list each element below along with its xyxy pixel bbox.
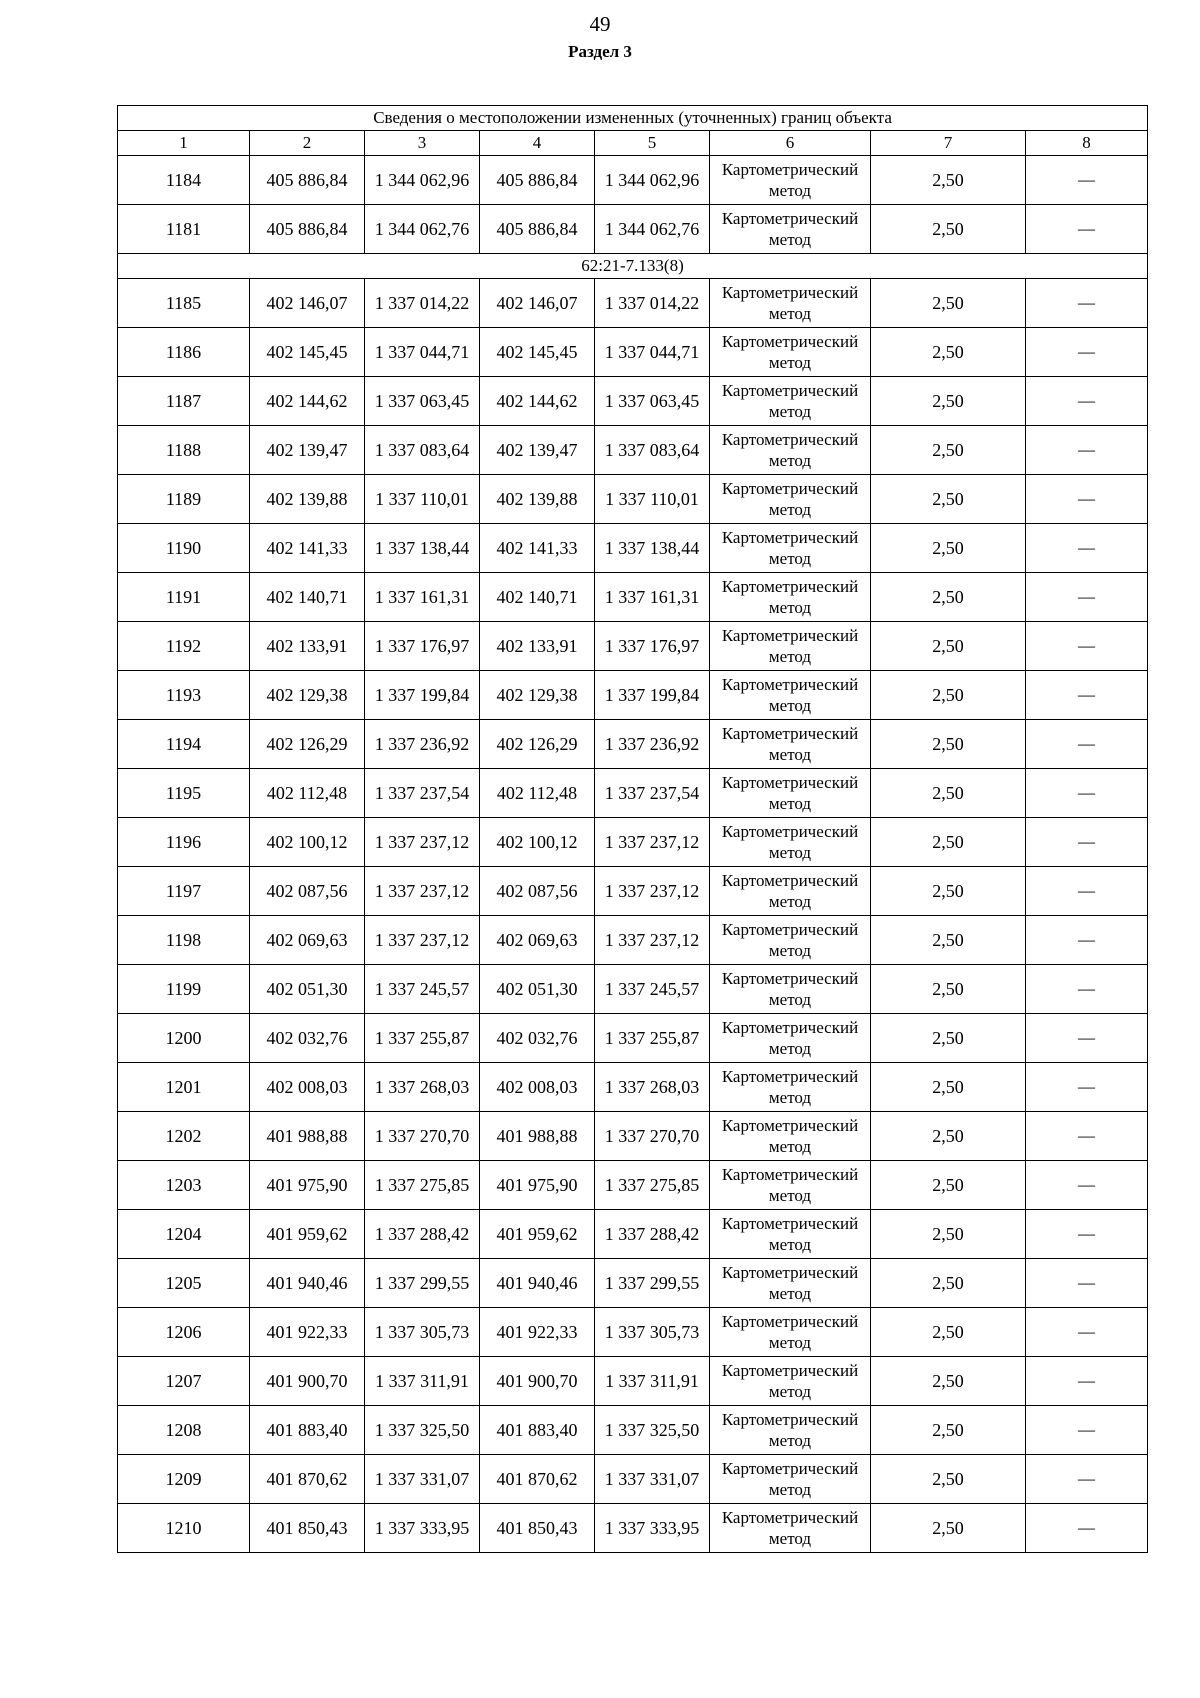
x-old-cell: 401 988,88 (250, 1112, 365, 1161)
precision-cell: 2,50 (871, 1063, 1026, 1112)
note-cell: — (1026, 1259, 1148, 1308)
table-row (118, 156, 1148, 205)
x-old-cell: 401 922,33 (250, 1308, 365, 1357)
x-old-cell: 401 850,43 (250, 1504, 365, 1553)
method-cell: Картометрический метод (710, 205, 871, 254)
precision-cell: 2,50 (871, 279, 1026, 328)
y-new-cell: 1 337 110,01 (595, 475, 710, 524)
x-old-cell: 402 141,33 (250, 524, 365, 573)
note-cell: — (1026, 1161, 1148, 1210)
x-new-cell: 401 870,62 (480, 1455, 595, 1504)
x-old-cell: 402 100,12 (250, 818, 365, 867)
precision-cell: 2,50 (871, 377, 1026, 426)
table-row (118, 916, 1148, 965)
note-cell: — (1026, 1063, 1148, 1112)
column-header: 4 (480, 131, 595, 156)
note-cell: — (1026, 328, 1148, 377)
x-new-cell: 401 940,46 (480, 1259, 595, 1308)
x-old-cell: 405 886,84 (250, 156, 365, 205)
point-number-cell: 1192 (118, 622, 250, 671)
precision-cell: 2,50 (871, 1210, 1026, 1259)
method-cell: Картометрический метод (710, 1357, 871, 1406)
y-old-cell: 1 337 237,12 (365, 867, 480, 916)
precision-cell: 2,50 (871, 205, 1026, 254)
y-new-cell: 1 337 245,57 (595, 965, 710, 1014)
method-cell: Картометрический метод (710, 622, 871, 671)
note-cell: — (1026, 205, 1148, 254)
point-number-cell: 1185 (118, 279, 250, 328)
precision-cell: 2,50 (871, 769, 1026, 818)
x-new-cell: 402 139,47 (480, 426, 595, 475)
x-new-cell: 405 886,84 (480, 205, 595, 254)
y-new-cell: 1 337 236,92 (595, 720, 710, 769)
point-number-cell: 1210 (118, 1504, 250, 1553)
y-old-cell: 1 337 331,07 (365, 1455, 480, 1504)
x-old-cell: 402 112,48 (250, 769, 365, 818)
y-new-cell: 1 337 288,42 (595, 1210, 710, 1259)
y-old-cell: 1 337 275,85 (365, 1161, 480, 1210)
y-old-cell: 1 337 311,91 (365, 1357, 480, 1406)
page-number: 49 (589, 12, 611, 36)
point-number-cell: 1191 (118, 573, 250, 622)
column-header: 8 (1026, 131, 1148, 156)
point-number-cell: 1188 (118, 426, 250, 475)
y-old-cell: 1 337 255,87 (365, 1014, 480, 1063)
x-old-cell: 401 900,70 (250, 1357, 365, 1406)
point-number-cell: 1187 (118, 377, 250, 426)
x-old-cell: 401 940,46 (250, 1259, 365, 1308)
precision-cell: 2,50 (871, 426, 1026, 475)
x-old-cell: 402 032,76 (250, 1014, 365, 1063)
table-row (118, 205, 1148, 254)
y-new-cell: 1 344 062,76 (595, 205, 710, 254)
method-cell: Картометрический метод (710, 867, 871, 916)
table-row (118, 426, 1148, 475)
table-row (118, 328, 1148, 377)
table-row (118, 377, 1148, 426)
point-number-cell: 1196 (118, 818, 250, 867)
method-cell: Картометрический метод (710, 1504, 871, 1553)
method-cell: Картометрический метод (710, 1014, 871, 1063)
point-number-cell: 1186 (118, 328, 250, 377)
y-new-cell: 1 337 325,50 (595, 1406, 710, 1455)
table-row (118, 1308, 1148, 1357)
x-new-cell: 402 129,38 (480, 671, 595, 720)
y-old-cell: 1 337 236,92 (365, 720, 480, 769)
method-cell: Картометрический метод (710, 156, 871, 205)
y-new-cell: 1 337 275,85 (595, 1161, 710, 1210)
note-cell: — (1026, 769, 1148, 818)
x-new-cell: 402 133,91 (480, 622, 595, 671)
method-cell: Картометрический метод (710, 1259, 871, 1308)
table-caption: Сведения о местоположении измененных (уточненных) границ объекта (118, 106, 1148, 131)
y-new-cell: 1 337 083,64 (595, 426, 710, 475)
y-old-cell: 1 337 044,71 (365, 328, 480, 377)
precision-cell: 2,50 (871, 1455, 1026, 1504)
x-old-cell: 405 886,84 (250, 205, 365, 254)
x-old-cell: 402 139,47 (250, 426, 365, 475)
y-old-cell: 1 337 199,84 (365, 671, 480, 720)
precision-cell: 2,50 (871, 475, 1026, 524)
x-old-cell: 401 870,62 (250, 1455, 365, 1504)
x-new-cell: 402 100,12 (480, 818, 595, 867)
column-header: 5 (595, 131, 710, 156)
note-cell: — (1026, 818, 1148, 867)
note-cell: — (1026, 524, 1148, 573)
table-row (118, 1504, 1148, 1553)
precision-cell: 2,50 (871, 1406, 1026, 1455)
x-new-cell: 401 850,43 (480, 1504, 595, 1553)
column-header: 2 (250, 131, 365, 156)
point-number-cell: 1201 (118, 1063, 250, 1112)
precision-cell: 2,50 (871, 1308, 1026, 1357)
table-row (118, 573, 1148, 622)
y-new-cell: 1 337 199,84 (595, 671, 710, 720)
column-header: 6 (710, 131, 871, 156)
table-row (118, 1112, 1148, 1161)
x-new-cell: 402 141,33 (480, 524, 595, 573)
y-old-cell: 1 337 325,50 (365, 1406, 480, 1455)
table-row (118, 818, 1148, 867)
x-old-cell: 402 140,71 (250, 573, 365, 622)
note-cell: — (1026, 279, 1148, 328)
x-old-cell: 402 051,30 (250, 965, 365, 1014)
y-old-cell: 1 337 299,55 (365, 1259, 480, 1308)
precision-cell: 2,50 (871, 1161, 1026, 1210)
table-row (118, 720, 1148, 769)
y-old-cell: 1 337 237,12 (365, 916, 480, 965)
table-row (118, 769, 1148, 818)
table-row (118, 1063, 1148, 1112)
y-new-cell: 1 337 063,45 (595, 377, 710, 426)
group-row (118, 254, 1148, 279)
precision-cell: 2,50 (871, 573, 1026, 622)
method-cell: Картометрический метод (710, 769, 871, 818)
y-old-cell: 1 337 161,31 (365, 573, 480, 622)
x-new-cell: 402 140,71 (480, 573, 595, 622)
y-old-cell: 1 344 062,96 (365, 156, 480, 205)
note-cell: — (1026, 475, 1148, 524)
note-cell: — (1026, 867, 1148, 916)
note-cell: — (1026, 965, 1148, 1014)
x-new-cell: 402 069,63 (480, 916, 595, 965)
x-new-cell: 401 883,40 (480, 1406, 595, 1455)
note-cell: — (1026, 1308, 1148, 1357)
x-new-cell: 402 032,76 (480, 1014, 595, 1063)
point-number-cell: 1193 (118, 671, 250, 720)
note-cell: — (1026, 1504, 1148, 1553)
point-number-cell: 1184 (118, 156, 250, 205)
x-new-cell: 402 126,29 (480, 720, 595, 769)
table-row (118, 622, 1148, 671)
method-cell: Картометрический метод (710, 328, 871, 377)
y-old-cell: 1 337 237,54 (365, 769, 480, 818)
point-number-cell: 1206 (118, 1308, 250, 1357)
precision-cell: 2,50 (871, 156, 1026, 205)
y-new-cell: 1 337 299,55 (595, 1259, 710, 1308)
section-title: Раздел 3 (568, 42, 632, 61)
coordinates-table (117, 105, 1148, 1553)
method-cell: Картометрический метод (710, 1406, 871, 1455)
method-cell: Картометрический метод (710, 1161, 871, 1210)
group-label: 62:21-7.133(8) (118, 254, 1148, 279)
method-cell: Картометрический метод (710, 671, 871, 720)
precision-cell: 2,50 (871, 818, 1026, 867)
precision-cell: 2,50 (871, 1504, 1026, 1553)
point-number-cell: 1202 (118, 1112, 250, 1161)
y-old-cell: 1 337 176,97 (365, 622, 480, 671)
point-number-cell: 1209 (118, 1455, 250, 1504)
precision-cell: 2,50 (871, 1357, 1026, 1406)
column-header: 3 (365, 131, 480, 156)
x-old-cell: 402 069,63 (250, 916, 365, 965)
x-old-cell: 402 133,91 (250, 622, 365, 671)
table-row (118, 965, 1148, 1014)
table-row (118, 1014, 1148, 1063)
method-cell: Картометрический метод (710, 916, 871, 965)
point-number-cell: 1194 (118, 720, 250, 769)
precision-cell: 2,50 (871, 328, 1026, 377)
table-row (118, 1259, 1148, 1308)
x-new-cell: 401 988,88 (480, 1112, 595, 1161)
y-old-cell: 1 344 062,76 (365, 205, 480, 254)
y-old-cell: 1 337 305,73 (365, 1308, 480, 1357)
x-new-cell: 402 112,48 (480, 769, 595, 818)
y-new-cell: 1 344 062,96 (595, 156, 710, 205)
method-cell: Картометрический метод (710, 1210, 871, 1259)
x-new-cell: 401 959,62 (480, 1210, 595, 1259)
y-new-cell: 1 337 138,44 (595, 524, 710, 573)
note-cell: — (1026, 622, 1148, 671)
table-row (118, 1161, 1148, 1210)
y-new-cell: 1 337 305,73 (595, 1308, 710, 1357)
table-row (118, 1406, 1148, 1455)
y-new-cell: 1 337 331,07 (595, 1455, 710, 1504)
table-body (118, 156, 1148, 1553)
note-cell: — (1026, 671, 1148, 720)
y-old-cell: 1 337 268,03 (365, 1063, 480, 1112)
x-old-cell: 401 975,90 (250, 1161, 365, 1210)
y-new-cell: 1 337 237,12 (595, 916, 710, 965)
precision-cell: 2,50 (871, 1259, 1026, 1308)
method-cell: Картометрический метод (710, 720, 871, 769)
x-old-cell: 402 146,07 (250, 279, 365, 328)
y-old-cell: 1 337 138,44 (365, 524, 480, 573)
table-row (118, 279, 1148, 328)
x-new-cell: 402 008,03 (480, 1063, 595, 1112)
note-cell: — (1026, 1112, 1148, 1161)
y-old-cell: 1 337 270,70 (365, 1112, 480, 1161)
method-cell: Картометрический метод (710, 377, 871, 426)
column-header: 1 (118, 131, 250, 156)
method-cell: Картометрический метод (710, 475, 871, 524)
point-number-cell: 1195 (118, 769, 250, 818)
method-cell: Картометрический метод (710, 1455, 871, 1504)
precision-cell: 2,50 (871, 622, 1026, 671)
y-old-cell: 1 337 014,22 (365, 279, 480, 328)
method-cell: Картометрический метод (710, 965, 871, 1014)
y-new-cell: 1 337 237,54 (595, 769, 710, 818)
x-new-cell: 402 087,56 (480, 867, 595, 916)
note-cell: — (1026, 573, 1148, 622)
note-cell: — (1026, 1210, 1148, 1259)
table-row (118, 475, 1148, 524)
y-new-cell: 1 337 044,71 (595, 328, 710, 377)
x-old-cell: 402 144,62 (250, 377, 365, 426)
method-cell: Картометрический метод (710, 573, 871, 622)
column-header: 7 (871, 131, 1026, 156)
method-cell: Картометрический метод (710, 1112, 871, 1161)
precision-cell: 2,50 (871, 916, 1026, 965)
y-new-cell: 1 337 333,95 (595, 1504, 710, 1553)
method-cell: Картометрический метод (710, 279, 871, 328)
note-cell: — (1026, 156, 1148, 205)
y-new-cell: 1 337 237,12 (595, 818, 710, 867)
x-old-cell: 402 129,38 (250, 671, 365, 720)
method-cell: Картометрический метод (710, 818, 871, 867)
note-cell: — (1026, 426, 1148, 475)
x-old-cell: 401 883,40 (250, 1406, 365, 1455)
point-number-cell: 1205 (118, 1259, 250, 1308)
table-row (118, 671, 1148, 720)
note-cell: — (1026, 1357, 1148, 1406)
y-new-cell: 1 337 014,22 (595, 279, 710, 328)
precision-cell: 2,50 (871, 720, 1026, 769)
x-new-cell: 402 146,07 (480, 279, 595, 328)
precision-cell: 2,50 (871, 1112, 1026, 1161)
precision-cell: 2,50 (871, 965, 1026, 1014)
point-number-cell: 1199 (118, 965, 250, 1014)
x-new-cell: 401 900,70 (480, 1357, 595, 1406)
point-number-cell: 1208 (118, 1406, 250, 1455)
y-new-cell: 1 337 255,87 (595, 1014, 710, 1063)
table-row (118, 1210, 1148, 1259)
y-old-cell: 1 337 110,01 (365, 475, 480, 524)
y-old-cell: 1 337 288,42 (365, 1210, 480, 1259)
table-row (118, 867, 1148, 916)
note-cell: — (1026, 916, 1148, 965)
precision-cell: 2,50 (871, 671, 1026, 720)
point-number-cell: 1197 (118, 867, 250, 916)
y-new-cell: 1 337 311,91 (595, 1357, 710, 1406)
y-old-cell: 1 337 063,45 (365, 377, 480, 426)
x-new-cell: 402 139,88 (480, 475, 595, 524)
point-number-cell: 1200 (118, 1014, 250, 1063)
y-new-cell: 1 337 176,97 (595, 622, 710, 671)
table-row (118, 1455, 1148, 1504)
note-cell: — (1026, 377, 1148, 426)
y-old-cell: 1 337 237,12 (365, 818, 480, 867)
x-old-cell: 402 008,03 (250, 1063, 365, 1112)
y-new-cell: 1 337 270,70 (595, 1112, 710, 1161)
method-cell: Картометрический метод (710, 426, 871, 475)
precision-cell: 2,50 (871, 524, 1026, 573)
x-new-cell: 405 886,84 (480, 156, 595, 205)
x-new-cell: 401 922,33 (480, 1308, 595, 1357)
x-new-cell: 402 051,30 (480, 965, 595, 1014)
method-cell: Картометрический метод (710, 1063, 871, 1112)
method-cell: Картометрический метод (710, 1308, 871, 1357)
precision-cell: 2,50 (871, 867, 1026, 916)
x-new-cell: 402 144,62 (480, 377, 595, 426)
x-old-cell: 401 959,62 (250, 1210, 365, 1259)
point-number-cell: 1198 (118, 916, 250, 965)
x-old-cell: 402 126,29 (250, 720, 365, 769)
note-cell: — (1026, 1014, 1148, 1063)
table-row (118, 524, 1148, 573)
point-number-cell: 1190 (118, 524, 250, 573)
y-new-cell: 1 337 268,03 (595, 1063, 710, 1112)
note-cell: — (1026, 720, 1148, 769)
y-old-cell: 1 337 083,64 (365, 426, 480, 475)
point-number-cell: 1207 (118, 1357, 250, 1406)
note-cell: — (1026, 1455, 1148, 1504)
x-old-cell: 402 139,88 (250, 475, 365, 524)
point-number-cell: 1189 (118, 475, 250, 524)
y-new-cell: 1 337 237,12 (595, 867, 710, 916)
note-cell: — (1026, 1406, 1148, 1455)
y-old-cell: 1 337 333,95 (365, 1504, 480, 1553)
method-cell: Картометрический метод (710, 524, 871, 573)
point-number-cell: 1203 (118, 1161, 250, 1210)
point-number-cell: 1204 (118, 1210, 250, 1259)
y-old-cell: 1 337 245,57 (365, 965, 480, 1014)
x-old-cell: 402 145,45 (250, 328, 365, 377)
point-number-cell: 1181 (118, 205, 250, 254)
x-new-cell: 402 145,45 (480, 328, 595, 377)
table-row (118, 1357, 1148, 1406)
x-new-cell: 401 975,90 (480, 1161, 595, 1210)
column-header-row (118, 131, 1148, 156)
precision-cell: 2,50 (871, 1014, 1026, 1063)
x-old-cell: 402 087,56 (250, 867, 365, 916)
y-new-cell: 1 337 161,31 (595, 573, 710, 622)
